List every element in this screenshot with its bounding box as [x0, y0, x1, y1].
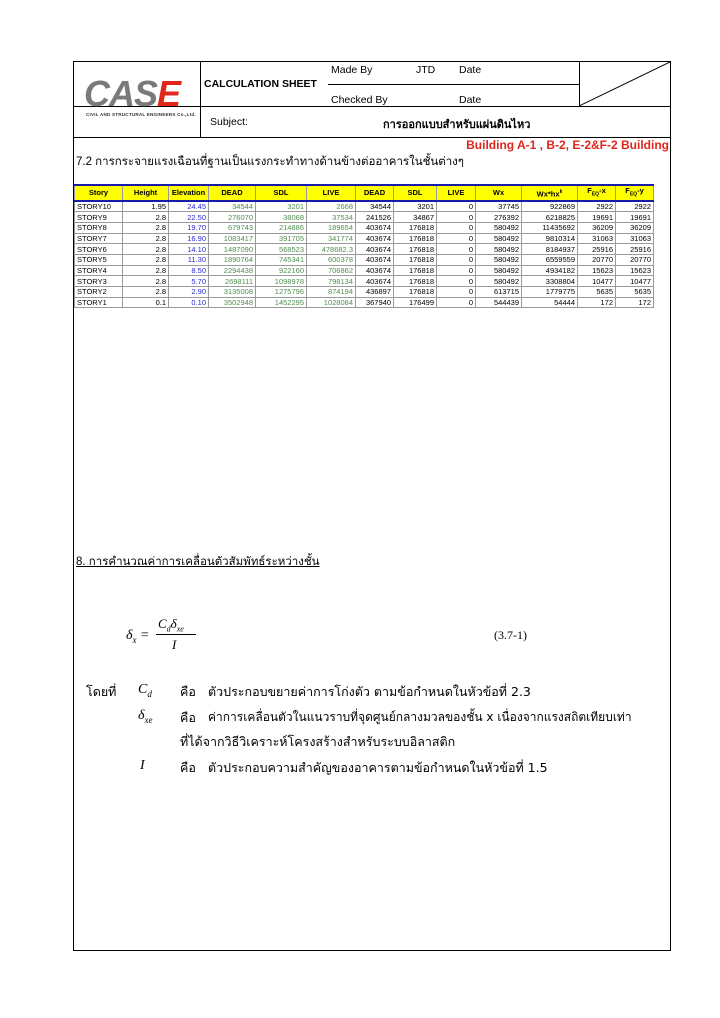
table-row — [75, 297, 654, 308]
subject-value: การออกแบบสำหรับแผ่นดินไหว — [383, 119, 531, 131]
table-cell: 5635 — [616, 287, 654, 298]
table-cell: 4934182 — [522, 265, 578, 276]
table-cell: 38068 — [256, 212, 307, 223]
table-cell: 25916 — [578, 244, 616, 255]
equation-lhs: $\delta_x$ = — [126, 628, 150, 645]
col-header: Story — [75, 185, 123, 201]
story-cell: STORY7 — [75, 233, 123, 244]
table-cell: 580492 — [476, 222, 522, 233]
table-row — [75, 276, 654, 287]
table-cell: 580492 — [476, 233, 522, 244]
table-cell: 3201 — [394, 201, 437, 212]
symbol-delta-xe: $\delta_{xe}$ — [138, 708, 153, 725]
table-cell: 31063 — [578, 233, 616, 244]
table-row — [75, 212, 654, 223]
table-cell: 0 — [437, 233, 476, 244]
table-row — [75, 287, 654, 298]
table-cell: 922160 — [256, 265, 307, 276]
table-cell: 34544 — [356, 201, 394, 212]
table-cell: 15623 — [616, 265, 654, 276]
table-cell: 172 — [616, 297, 654, 308]
table-cell: 189654 — [307, 222, 356, 233]
symbol-cd: $C_d$ — [138, 682, 152, 699]
table-cell: 19691 — [578, 212, 616, 223]
section-8-title: 8. การคำนวณค่าการเคลื่อนตัวสัมพัทธ์ระหว่างชั้น — [76, 556, 320, 568]
equation — [126, 614, 546, 658]
table-cell: 403674 — [356, 254, 394, 265]
story-cell: STORY5 — [75, 254, 123, 265]
table-cell: 25916 — [616, 244, 654, 255]
col-header: Wx — [476, 185, 522, 201]
story-cell: STORY2 — [75, 287, 123, 298]
made-by-label: Made By — [331, 64, 373, 76]
equation-numerator: $C_d\delta_{xe}$ — [158, 616, 184, 634]
wxhx-exponent: k — [559, 188, 563, 195]
col-header: Elevation — [169, 185, 209, 201]
table-cell: 16.90 — [169, 233, 209, 244]
table-cell: 0 — [437, 212, 476, 223]
table-cell: 176818 — [394, 244, 437, 255]
col-header-wxhx: $Wx*hx^k$ — [522, 185, 578, 201]
table-cell: 0 — [437, 201, 476, 212]
table-cell: 745341 — [256, 254, 307, 265]
table-cell: 0 — [437, 297, 476, 308]
building-note: Building A-1 , B-2, E-2&F-2 Building — [466, 138, 669, 152]
table-cell: 176818 — [394, 222, 437, 233]
table-row — [75, 254, 654, 265]
table-cell: 6559559 — [522, 254, 578, 265]
table-cell: 2.90 — [169, 287, 209, 298]
lateral-force-table — [74, 184, 654, 308]
where-label: โดยที่ — [86, 684, 117, 699]
table-cell: 34867 — [394, 212, 437, 223]
col-header: LIVE — [437, 185, 476, 201]
logo-divider — [200, 62, 201, 137]
table-cell: 19691 — [616, 212, 654, 223]
table-cell: 922869 — [522, 201, 578, 212]
table-cell: 176818 — [394, 233, 437, 244]
table-cell: 2.8 — [123, 212, 169, 223]
checked-by-label: Checked By — [331, 94, 388, 106]
table-cell: 2.8 — [123, 244, 169, 255]
logo-text-red: E — [157, 73, 181, 114]
table-cell: 2.8 — [123, 287, 169, 298]
table-cell: 22.50 — [169, 212, 209, 223]
table-cell: 403674 — [356, 276, 394, 287]
table-cell: 10477 — [616, 276, 654, 287]
table-cell: 580492 — [476, 276, 522, 287]
stamp-box-diagonal — [579, 62, 670, 106]
table-cell: 0 — [437, 254, 476, 265]
table-cell: 9810314 — [522, 233, 578, 244]
is-label: คือ — [180, 684, 196, 699]
definition-text-continued: ที่ได้จากวิธีวิเคราะห์โครงสร้างสำหรับระบบอิลาสติก — [180, 734, 456, 749]
table-cell: 176818 — [394, 287, 437, 298]
col-header: DEAD — [356, 185, 394, 201]
table-cell: 0 — [437, 287, 476, 298]
table-cell: 15623 — [578, 265, 616, 276]
table-cell: 24.45 — [169, 201, 209, 212]
table-cell: 241526 — [356, 212, 394, 223]
table-cell: 403674 — [356, 265, 394, 276]
table-cell: 34544 — [209, 201, 256, 212]
table-cell: 0 — [437, 222, 476, 233]
made-by-rule — [328, 84, 579, 85]
table-cell: 2668 — [307, 201, 356, 212]
col-header: LIVE — [307, 185, 356, 201]
col-header: SDL — [394, 185, 437, 201]
table-body — [75, 201, 654, 308]
table-cell: 580492 — [476, 244, 522, 255]
table-cell: 36209 — [616, 222, 654, 233]
subject-label: Subject: — [210, 116, 248, 128]
table-cell: 5635 — [578, 287, 616, 298]
table-cell: 176818 — [394, 265, 437, 276]
table-cell: 20770 — [616, 254, 654, 265]
definition-text: ตัวประกอบความสำคัญของอาคารตามข้อกำหนดในหัวข้อที่ 1.5 — [208, 760, 548, 775]
story-cell: STORY1 — [75, 297, 123, 308]
table-cell: 2698111 — [209, 276, 256, 287]
story-cell: STORY4 — [75, 265, 123, 276]
col-header: DEAD — [209, 185, 256, 201]
table-cell: 172 — [578, 297, 616, 308]
feq-subscript: EQ — [591, 191, 600, 198]
table-cell: 568523 — [256, 244, 307, 255]
table-cell: 0.1 — [123, 297, 169, 308]
equation-number: (3.7-1) — [494, 628, 527, 642]
table-cell: 403674 — [356, 244, 394, 255]
made-by-value: JTD — [416, 64, 436, 76]
table-cell: 403674 — [356, 222, 394, 233]
table-cell: 2294438 — [209, 265, 256, 276]
table-header-row — [75, 185, 654, 201]
table-cell: 37745 — [476, 201, 522, 212]
table-cell: 36209 — [578, 222, 616, 233]
table-cell: 2.8 — [123, 265, 169, 276]
table-cell: 0.10 — [169, 297, 209, 308]
table-cell: 544439 — [476, 297, 522, 308]
col-header: SDL — [256, 185, 307, 201]
table-cell: 613715 — [476, 287, 522, 298]
table-cell: 1275796 — [256, 287, 307, 298]
table-cell: 11435692 — [522, 222, 578, 233]
table-cell: 3308804 — [522, 276, 578, 287]
logo-subtitle: CIVIL AND STRUCTURAL ENGINEERS Co.,Ltd. — [86, 112, 196, 117]
story-cell: STORY10 — [75, 201, 123, 212]
table-cell: 1028084 — [307, 297, 356, 308]
table-cell: 8.50 — [169, 265, 209, 276]
table-row — [75, 244, 654, 255]
table-cell: 580492 — [476, 265, 522, 276]
table-cell: 8184937 — [522, 244, 578, 255]
table-row — [75, 233, 654, 244]
table-cell: 54444 — [522, 297, 578, 308]
table-cell: 600378 — [307, 254, 356, 265]
table-cell: 3135008 — [209, 287, 256, 298]
date-label-1: Date — [459, 64, 482, 76]
definition-text: ตัวประกอบขยายค่าการโก่งตัว ตามข้อกำหนดในหัวข้อที่ 2.3 — [208, 684, 531, 699]
table-cell: 176818 — [394, 276, 437, 287]
story-cell: STORY8 — [75, 222, 123, 233]
table-cell: 2.8 — [123, 276, 169, 287]
table-cell: 214886 — [256, 222, 307, 233]
feq-subscript: EQ — [629, 191, 638, 198]
table-cell: 176499 — [394, 297, 437, 308]
table-cell: 1779775 — [522, 287, 578, 298]
table-cell: 31063 — [616, 233, 654, 244]
table-cell: 2922 — [616, 201, 654, 212]
table-cell: 391705 — [256, 233, 307, 244]
symbol-i: I — [140, 758, 145, 773]
table-cell: 2.8 — [123, 254, 169, 265]
table-cell: 0 — [437, 276, 476, 287]
table-cell: 2.8 — [123, 233, 169, 244]
sheet-title: CALCULATION SHEET — [204, 78, 317, 90]
table-cell: 1890764 — [209, 254, 256, 265]
equation-denominator: I — [172, 637, 177, 652]
table-cell: 3502948 — [209, 297, 256, 308]
table-cell: 798134 — [307, 276, 356, 287]
table-cell: 10477 — [578, 276, 616, 287]
col-header-feq-x: $F_{EQ}-x$ — [578, 185, 616, 201]
story-cell: STORY3 — [75, 276, 123, 287]
table-cell: 706862 — [307, 265, 356, 276]
table-row — [75, 265, 654, 276]
table-cell: 679743 — [209, 222, 256, 233]
date-label-2: Date — [459, 94, 482, 106]
table-cell: 14.10 — [169, 244, 209, 255]
story-cell: STORY6 — [75, 244, 123, 255]
story-cell: STORY9 — [75, 212, 123, 223]
table-cell: 176818 — [394, 254, 437, 265]
table-cell: 2.8 — [123, 222, 169, 233]
table-row — [75, 201, 654, 212]
table-cell: 276070 — [209, 212, 256, 223]
calculation-sheet — [73, 61, 671, 951]
table-cell: 341774 — [307, 233, 356, 244]
table-cell: 1083417 — [209, 233, 256, 244]
section-7-2-title: 7.2 การกระจายแรงเฉือนที่ฐานเป็นแรงกระทำทางด้านข้างต่ออาคารในชั้นต่างๆ — [76, 156, 464, 168]
equation-fraction-bar — [156, 634, 196, 635]
table-cell: 1098978 — [256, 276, 307, 287]
table-cell: 0 — [437, 265, 476, 276]
table-cell: 1452295 — [256, 297, 307, 308]
table-cell: 2922 — [578, 201, 616, 212]
logo-text-grey: CAS — [84, 73, 158, 114]
table-cell: 436897 — [356, 287, 394, 298]
is-label: คือ — [180, 760, 196, 775]
table-cell: 11.30 — [169, 254, 209, 265]
table-cell: 403674 — [356, 233, 394, 244]
table-cell: 276392 — [476, 212, 522, 223]
table-cell: 874194 — [307, 287, 356, 298]
company-logo — [84, 73, 181, 114]
table-cell: 1487090 — [209, 244, 256, 255]
table-cell: 580492 — [476, 254, 522, 265]
table-cell: 367940 — [356, 297, 394, 308]
col-header: Height — [123, 185, 169, 201]
table-cell: 20770 — [578, 254, 616, 265]
table-cell: 478682.3 — [307, 244, 356, 255]
table-cell: 19.70 — [169, 222, 209, 233]
table-cell: 37534 — [307, 212, 356, 223]
table-cell: 1.95 — [123, 201, 169, 212]
table-cell: 3201 — [256, 201, 307, 212]
col-header-feq-y: $F_{EQ}-y$ — [616, 185, 654, 201]
table-cell: 5.70 — [169, 276, 209, 287]
table-cell: 6218825 — [522, 212, 578, 223]
table-row — [75, 222, 654, 233]
is-label: คือ — [180, 710, 196, 725]
table-cell: 0 — [437, 244, 476, 255]
definition-text: ค่าการเคลื่อนตัวในแนวราบที่จุดศูนย์กลางมวลของชั้น x เนื่องจากแรงสถิตเทียบเท่า — [208, 710, 632, 724]
